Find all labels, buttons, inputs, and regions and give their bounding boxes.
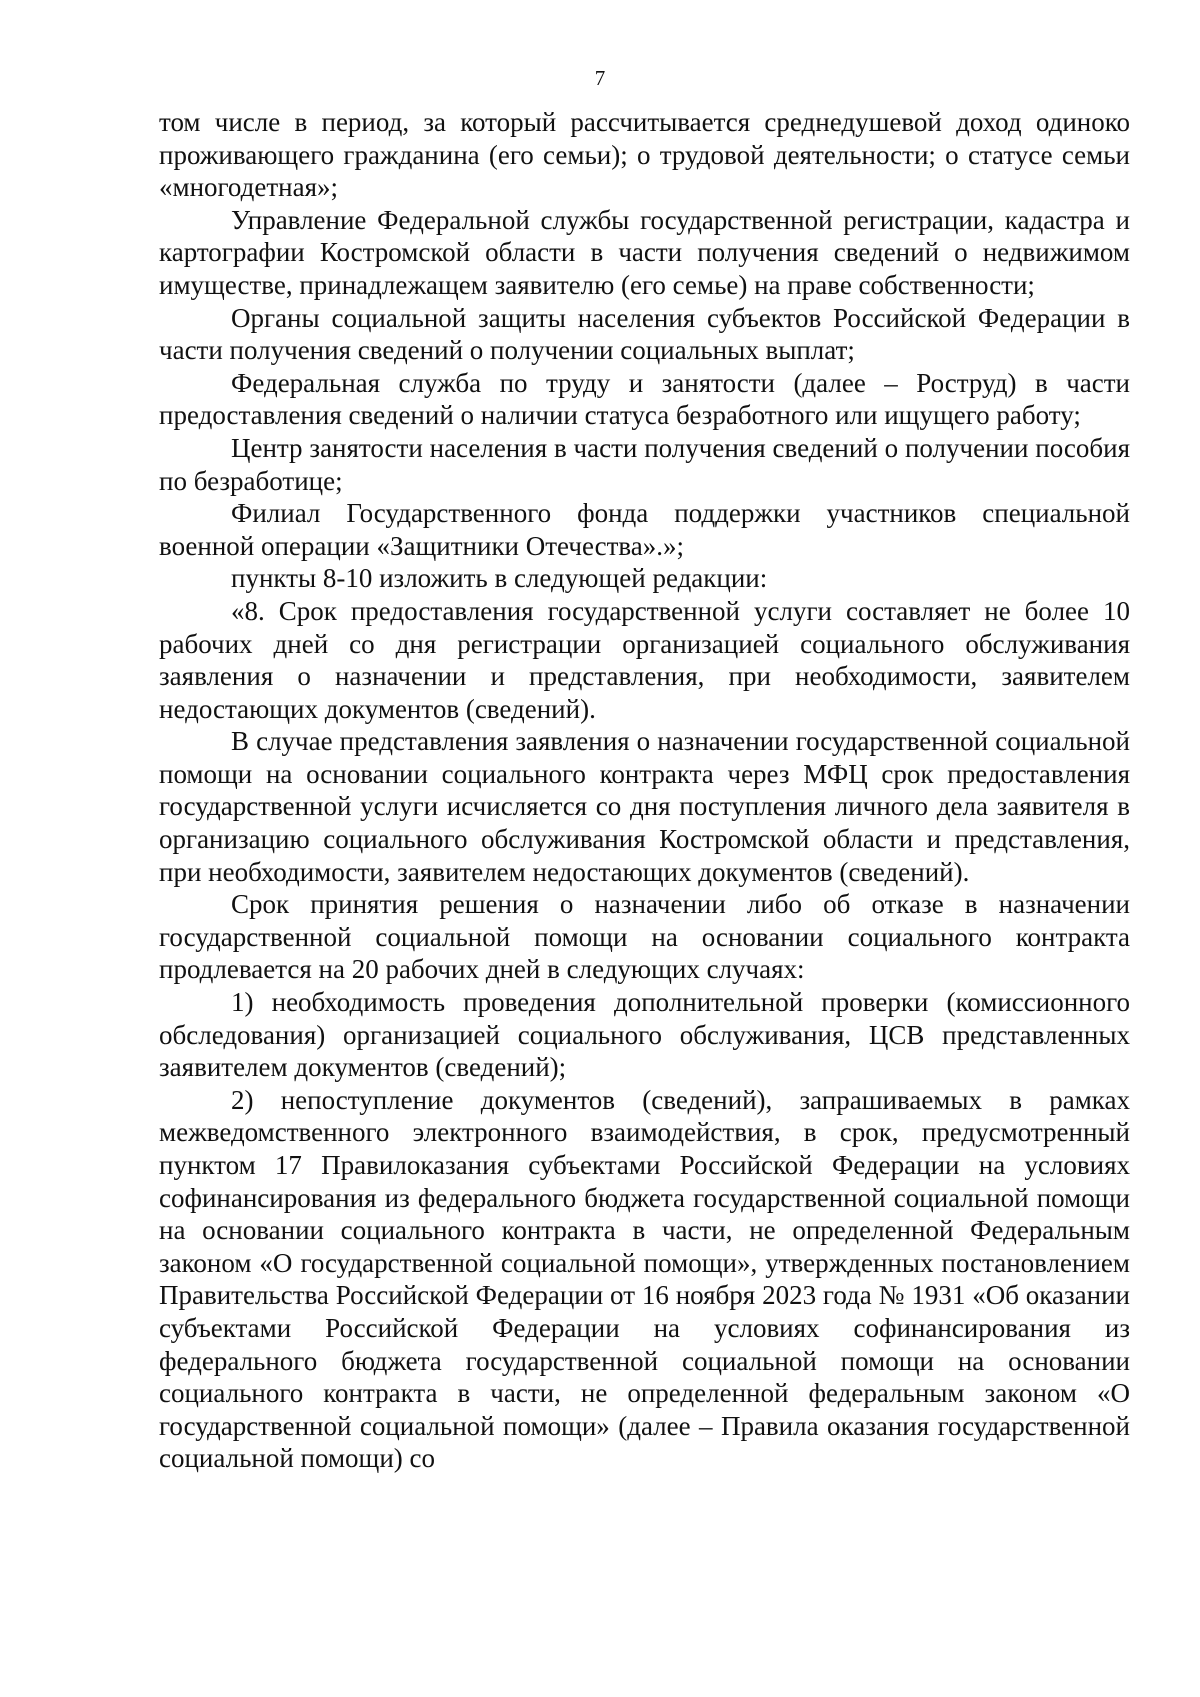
- paragraph-2: Управление Федеральной службы государственной регистрации, кадастра и картографии Костромской области в части получения сведений о недвижимом имуществе, принадлежащем заявителю (его семье) на праве собственности;: [159, 204, 1130, 300]
- paragraph-1: том числе в период, за который рассчитывается среднедушевой доход одиноко проживающего гражданина (его семьи); о трудовой деятельности; о статусе семьи «многодетная»;: [159, 107, 1130, 203]
- document-body: [159, 106, 1130, 1475]
- page-number: 7: [594, 66, 606, 90]
- paragraph-5: Центр занятости населения в части получения сведений о получении пособия по безработице;: [159, 432, 1130, 496]
- paragraph-10: Срок принятия решения о назначении либо об отказе в назначении государственной социальной помощи на основании социального контракта продлевается на 20 рабочих дней в следующих случаях:: [159, 889, 1130, 985]
- paragraph-12: 2) непоступление документов (сведений), запрашиваемых в рамках межведомственного электронного взаимодействия, в срок, предусмотренный пунктом 17 Правилоказания субъектами Российской Федерации на условиях софинансирования из федерального бюджета государственной социальной помощи на основании социального контракта в части, не определенной Федеральным законом «О государственной социальной помощи», утвержденных постановлением Правительства Российской Федерации от 16 ноября 2023 года № 1931 «Об оказании субъектами Российской Федерации на условиях софинансирования из федерального бюджета государственной социальной помощи на основании социального контракта в части, не определенной федеральным законом «О государственной социальной помощи» (далее – Правила оказания государственной социальной помощи) со: [159, 1084, 1130, 1474]
- paragraph-8: «8. Срок предоставления государственной услуги составляет не более 10 рабочих дней со дня регистрации организацией социального обслуживания заявления о назначении и представления, при необходимости, заявителем недостающих документов (сведений).: [159, 595, 1130, 724]
- paragraph-4: Федеральная служба по труду и занятости (далее – Роструд) в части предоставления сведений о наличии статуса безработного или ищущего работу;: [159, 367, 1130, 431]
- paragraph-11: 1) необходимость проведения дополнительной проверки (комиссионного обследования) организацией социального обслуживания, ЦСВ представленных заявителем документов (сведений);: [159, 987, 1130, 1083]
- paragraph-9: В случае представления заявления о назначении государственной социальной помощи на основании социального контракта через МФЦ срок предоставления государственной услуги исчисляется со дня поступления личного дела заявителя в организацию социального обслуживания Костромской области и представления, при необходимости, заявителем недостающих документов (сведений).: [159, 726, 1130, 887]
- paragraph-6: Филиал Государственного фонда поддержки участников специальной военной операции «Защитники Отечества».»;: [159, 498, 1130, 561]
- paragraph-7: пункты 8-10 изложить в следующей редакции:: [231, 563, 768, 594]
- paragraph-3: Органы социальной защиты населения субъектов Российской Федерации в части получения сведений о получении социальных выплат;: [159, 302, 1130, 366]
